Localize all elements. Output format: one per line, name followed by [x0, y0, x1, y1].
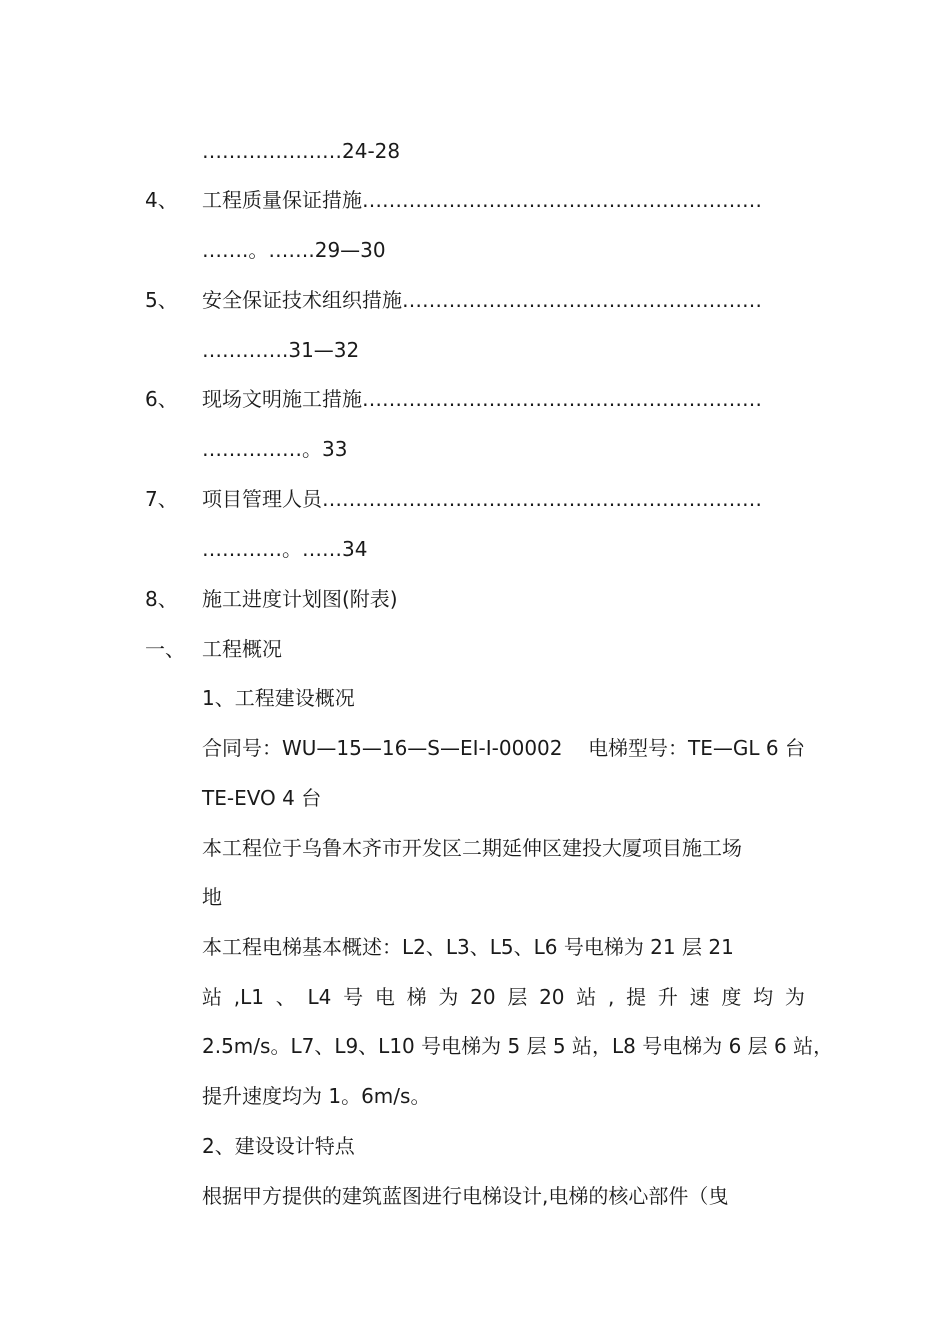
description-word: ,L1 — [233, 985, 264, 1009]
toc-page-range: …………………24-28 — [202, 139, 401, 163]
toc-entry-title: 现场文明施工措施…………………………………………………… — [202, 387, 762, 411]
description-word: 站 — [576, 985, 597, 1009]
section-number: 一、 — [145, 637, 185, 661]
toc-page-range: …….。…….29—30 — [202, 238, 386, 262]
description-word: 号 — [343, 985, 364, 1009]
description-word: 电 — [374, 985, 395, 1009]
subsection-title: 2、建设设计特点 — [202, 1134, 355, 1158]
description-word: 、 — [275, 985, 296, 1009]
description-word: 梯 — [406, 985, 427, 1009]
description-word: , — [608, 985, 615, 1009]
toc-page-range: …………。……34 — [202, 537, 368, 561]
description-text: 本工程电梯基本概述：L2、L3、L5、L6 号电梯为 21 层 21 — [202, 935, 734, 959]
toc-page-range: ……………。33 — [202, 437, 348, 461]
toc-entry-number: 5、 — [145, 288, 178, 312]
description-text: 提升速度均为 1。6m/s。 — [202, 1084, 431, 1108]
contract-number: 合同号：WU—15—16—S—EI-I-00002 — [202, 736, 563, 760]
toc-entry-number: 4、 — [145, 188, 178, 212]
toc-entry-title: 项目管理人员………………………………………………………… — [202, 487, 762, 511]
description-word: 为 — [784, 985, 805, 1009]
description-word: 提 — [626, 985, 647, 1009]
description-word: 均 — [753, 985, 774, 1009]
location-text-cont: 地 — [202, 885, 222, 909]
elevator-model-cont: TE-EVO 4 台 — [202, 786, 322, 810]
toc-entry-title: 施工进度计划图(附表) — [202, 587, 398, 611]
description-word: 升 — [657, 985, 678, 1009]
section-title: 工程概况 — [202, 637, 282, 661]
description-justified-line — [202, 982, 805, 1012]
description-word: 站 — [202, 985, 222, 1009]
description-word: 度 — [721, 985, 742, 1009]
description-text: 2.5m/s。L7、L9、L10 号电梯为 5 层 5 站，L8 号电梯为 6 层 6 站， — [202, 1034, 834, 1058]
description-word: 20 — [470, 985, 496, 1009]
toc-entry-title: 工程质量保证措施…………………………………………………… — [202, 188, 762, 212]
description-word: 层 — [507, 985, 528, 1009]
toc-entry-title: 安全保证技术组织措施……………………………………………… — [202, 288, 762, 312]
location-text: 本工程位于乌鲁木齐市开发区二期延伸区建投大厦项目施工场 — [202, 836, 742, 860]
description-word: 为 — [438, 985, 459, 1009]
description-word: 速 — [689, 985, 710, 1009]
toc-page-range: ………….31—32 — [202, 338, 360, 362]
toc-entry-number: 8、 — [145, 587, 178, 611]
toc-entry-number: 6、 — [145, 387, 178, 411]
elevator-model: 电梯型号：TE—GL 6 台 — [588, 736, 805, 760]
contract-line — [202, 733, 805, 763]
design-text: 根据甲方提供的建筑蓝图进行电梯设计,电梯的核心部件（曳 — [202, 1184, 729, 1208]
toc-entry-number: 7、 — [145, 487, 178, 511]
description-word: 20 — [539, 985, 565, 1009]
description-word: L4 — [307, 985, 332, 1009]
subsection-title: 1、工程建设概况 — [202, 686, 355, 710]
